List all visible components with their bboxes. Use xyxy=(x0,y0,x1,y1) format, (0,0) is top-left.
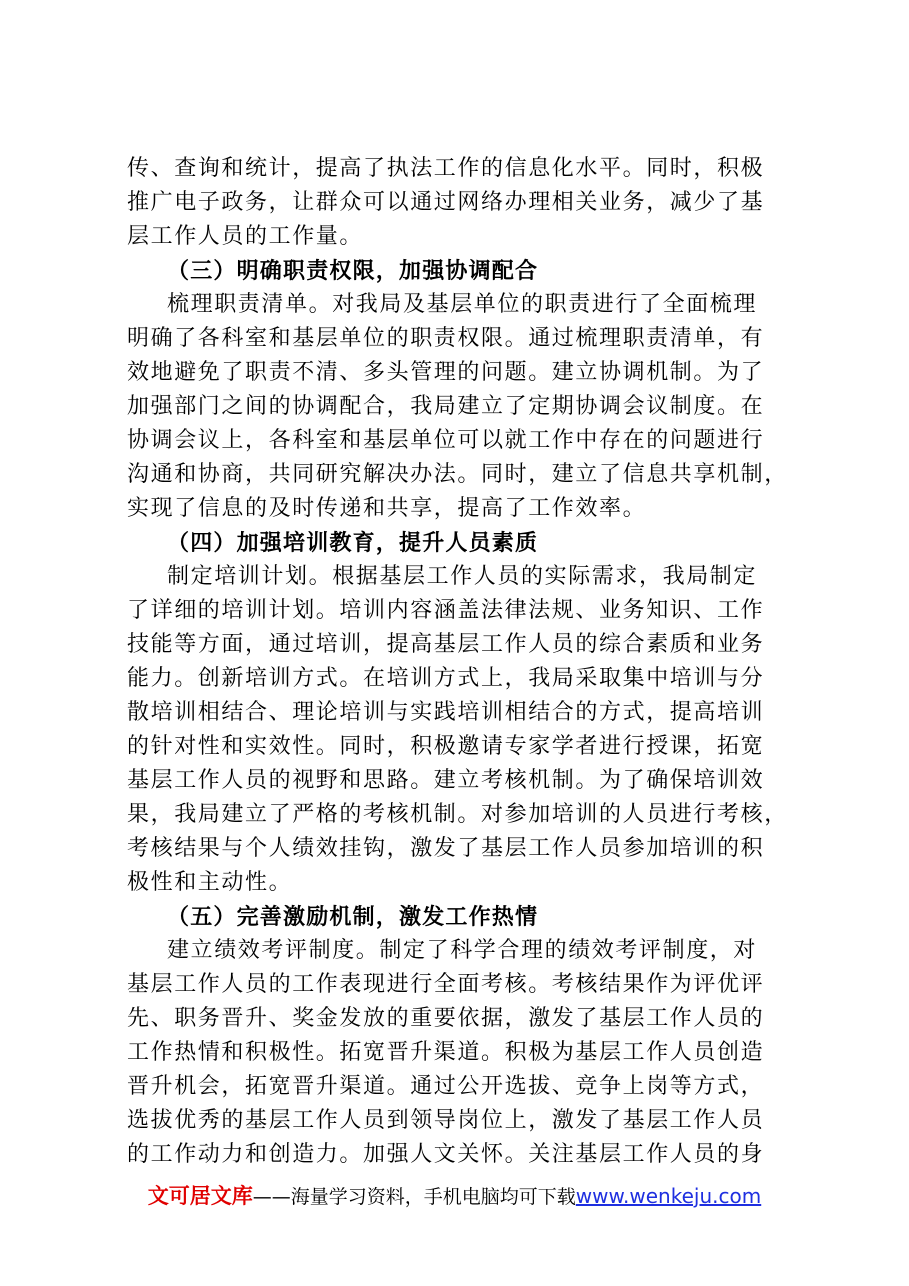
body-line: 推广电子政务，让群众可以通过网络办理相关业务，减少了基 xyxy=(127,190,765,215)
body-line: 能力。创新培训方式。在培训方式上，我局采取集中培训与分 xyxy=(127,666,765,691)
body-line: 加强部门之间的协调配合，我局建立了定期协调会议制度。在 xyxy=(127,394,765,419)
body-line: 先、职务晋升、奖金发放的重要依据，激发了基层工作人员的 xyxy=(127,1006,765,1031)
body-line: 传、查询和统计，提高了执法工作的信息化水平。同时，积极 xyxy=(127,156,765,181)
body-line: 极性和主动性。 xyxy=(127,870,293,895)
body-line: 实现了信息的及时传递和共享，提高了工作效率。 xyxy=(127,496,647,521)
footer-banner xyxy=(0,1180,909,1212)
body-line: 层工作人员的工作量。 xyxy=(127,224,364,249)
body-line: 的针对性和实效性。同时，积极邀请专家学者进行授课，拓宽 xyxy=(127,734,765,759)
body-line: 基层工作人员的视野和思路。建立考核机制。为了确保培训效 xyxy=(127,768,765,793)
body-line: 技能等方面，通过培训，提高基层工作人员的综合素质和业务 xyxy=(127,632,765,657)
paragraph-first-line: 梳理职责清单。对我局及基层单位的职责进行了全面梳理 xyxy=(167,292,758,317)
body-line: 散培训相结合、理论培训与实践培训相结合的方式，提高培训 xyxy=(127,700,765,725)
body-line: 晋升机会，拓宽晋升渠道。通过公开选拔、竞争上岗等方式， xyxy=(127,1074,765,1099)
body-line: 协调会议上，各科室和基层单位可以就工作中存在的问题进行 xyxy=(127,428,765,453)
body-line: 基层工作人员的工作表现进行全面考核。考核结果作为评优评 xyxy=(127,972,765,997)
section-heading-4: （四）加强培训教育，提升人员素质 xyxy=(167,530,539,556)
body-line: 考核结果与个人绩效挂钩，激发了基层工作人员参加培训的积 xyxy=(127,836,765,861)
section-heading-5: （五）完善激励机制，激发工作热情 xyxy=(167,904,539,930)
footer-brand: 文可居文库 xyxy=(147,1184,253,1208)
footer-tagline: ——海量学习资料，手机电脑均可下载 xyxy=(252,1186,576,1208)
body-line: 了详细的培训计划。培训内容涵盖法律法规、业务知识、工作 xyxy=(127,598,765,623)
body-line: 选拔优秀的基层工作人员到领导岗位上，激发了基层工作人员 xyxy=(127,1108,765,1133)
body-line: 明确了各科室和基层单位的职责权限。通过梳理职责清单，有 xyxy=(127,326,765,351)
section-heading-3: （三）明确职责权限，加强协调配合 xyxy=(167,258,539,284)
paragraph-first-line: 建立绩效考评制度。制定了科学合理的绩效考评制度，对 xyxy=(167,938,758,963)
footer-site-link[interactable]: www.wenkeju.com xyxy=(575,1184,762,1208)
paragraph-first-line: 制定培训计划。根据基层工作人员的实际需求，我局制定 xyxy=(167,564,758,589)
body-line: 沟通和协商，共同研究解决办法。同时，建立了信息共享机制， xyxy=(127,462,788,487)
body-line: 工作热情和积极性。拓宽晋升渠道。积极为基层工作人员创造 xyxy=(127,1040,765,1065)
body-line: 效地避免了职责不清、多头管理的问题。建立协调机制。为了 xyxy=(127,360,765,385)
body-line: 果，我局建立了严格的考核机制。对参加培训的人员进行考核， xyxy=(127,802,788,827)
body-line: 的工作动力和创造力。加强人文关怀。关注基层工作人员的身 xyxy=(127,1142,765,1167)
